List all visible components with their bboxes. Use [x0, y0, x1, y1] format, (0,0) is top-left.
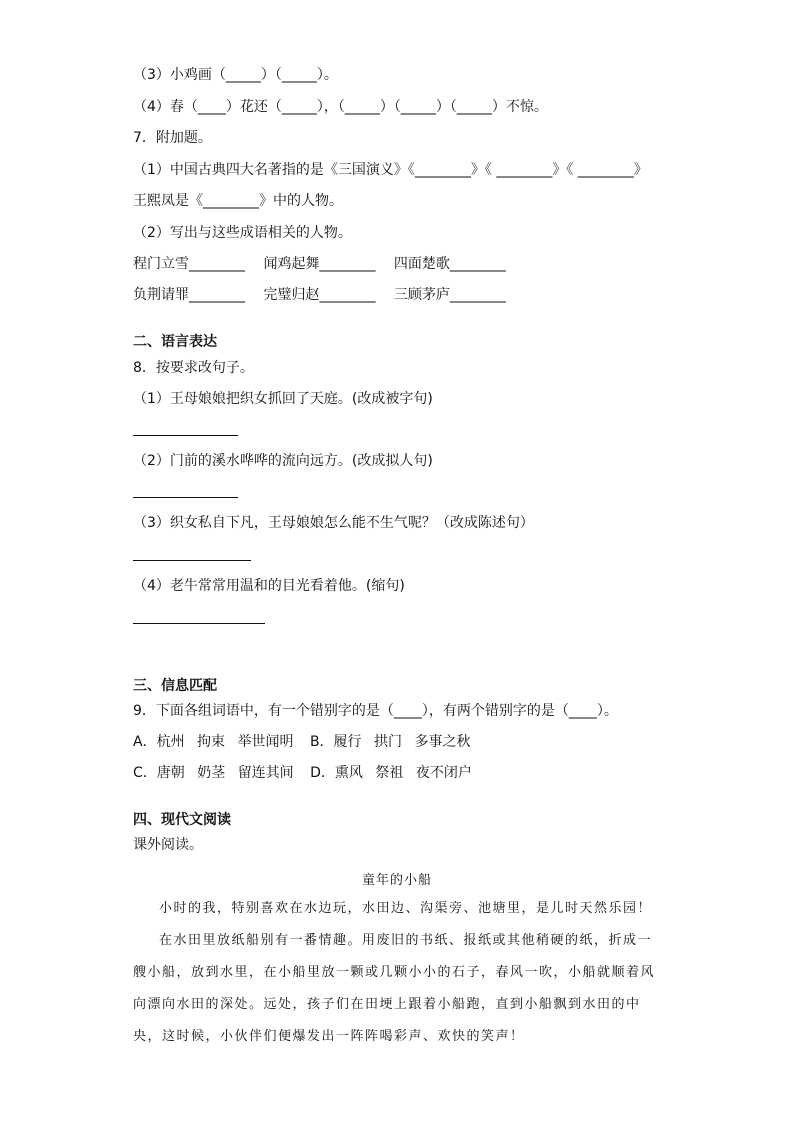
idiom-item: 闻鸡起舞________	[263, 256, 376, 272]
q9-title: 9．下面各组词语中，有一个错别字的是（____），有两个错别字的是（____）。	[133, 703, 618, 719]
idiom-item: 程门立雪________	[133, 256, 245, 272]
idiom-item: 完璧归赵________	[263, 287, 376, 303]
answer-line[interactable]	[133, 435, 238, 436]
q9-options-ab	[133, 733, 478, 751]
answer-line[interactable]	[133, 623, 265, 624]
idiom-item: 四面楚歌________	[393, 256, 506, 272]
section-2-title: 二、语言表达	[133, 334, 217, 350]
idiom-item: 三顾茅庐________	[393, 287, 506, 303]
idiom-row-2	[133, 286, 520, 304]
option-b-word: B．履行	[309, 734, 362, 750]
option-b-word: 拱门	[374, 734, 402, 750]
option-d-word: 祭祖	[375, 765, 404, 781]
answer-line[interactable]	[133, 497, 238, 498]
reading-paragraph-1: 小时的我，特别喜欢在水边玩，水田边、沟渠旁、池塘里，是儿时天然乐园！	[159, 901, 653, 916]
idiom-item: 负荆请罪________	[133, 287, 245, 303]
q8-item-3: （3）织女私自下凡，王母娘娘怎么能不生气呢？（改成陈述句）	[133, 515, 534, 531]
reading-intro: 课外阅读。	[133, 837, 203, 853]
reading-title: 童年的小船	[361, 873, 432, 888]
option-c-word: 留连其间	[237, 765, 294, 781]
q8-item-2: （2）门前的溪水哗哗的流向远方。(改成拟人句)	[133, 453, 433, 469]
q6-item4: （4）春（____）花还（_____），（_____）（_____）（_____）不惊。	[133, 99, 548, 115]
q8-item-4: （4）老牛常常用温和的目光看着他。(缩句)	[133, 578, 405, 594]
q7-sub1-line2: 王熙凤是《________》中的人物。	[133, 193, 343, 209]
option-a-word: A．杭州	[133, 734, 185, 750]
q9-options-cd	[133, 764, 480, 782]
option-a-word: 举世闻明	[237, 734, 294, 750]
q6-item3: （3）小鸡画（_____）（_____）。	[133, 67, 338, 83]
q7-title: 7．附加题。	[133, 130, 212, 146]
answer-line[interactable]	[133, 560, 251, 561]
option-b-word: 多事之秋	[414, 734, 471, 750]
q7-sub2: （2）写出与这些成语相关的人物。	[133, 225, 352, 241]
section-3-title: 三、信息匹配	[133, 678, 217, 694]
option-a-word: 拘束	[197, 734, 226, 750]
q8-title: 8．按要求改句子。	[133, 360, 254, 376]
q8-item-1: （1）王母娘娘把织女抓回了天庭。(改成被字句)	[133, 391, 433, 407]
q7-sub1-line1: （1）中国古典四大名著指的是《三国演义》《________》《 ________》《 ________》	[133, 162, 648, 178]
idiom-row-1	[133, 255, 520, 273]
section-4-title: 四、现代文阅读	[133, 812, 231, 828]
option-c-word: C．唐朝	[133, 765, 185, 781]
option-d-word: 夜不闭户	[415, 765, 472, 781]
reading-paragraph-2: 在水田里放纸船别有一番情趣。用废旧的书纸、报纸或其他稍硬的纸，折成一艘小船，放到水里，在小船里放一颗或几颗小小的石子，春风一吹，小船就顺着风向漂向水田的深处。远处，孩子们在田埂上跟着小船跑，直到小船飘到水田的中央，这时候，小伙伴们便爆发出一阵阵喝彩声、欢快的笑声！	[133, 933, 656, 1044]
option-d-word: D．熏风	[310, 765, 363, 781]
option-c-word: 奶茎	[197, 765, 226, 781]
